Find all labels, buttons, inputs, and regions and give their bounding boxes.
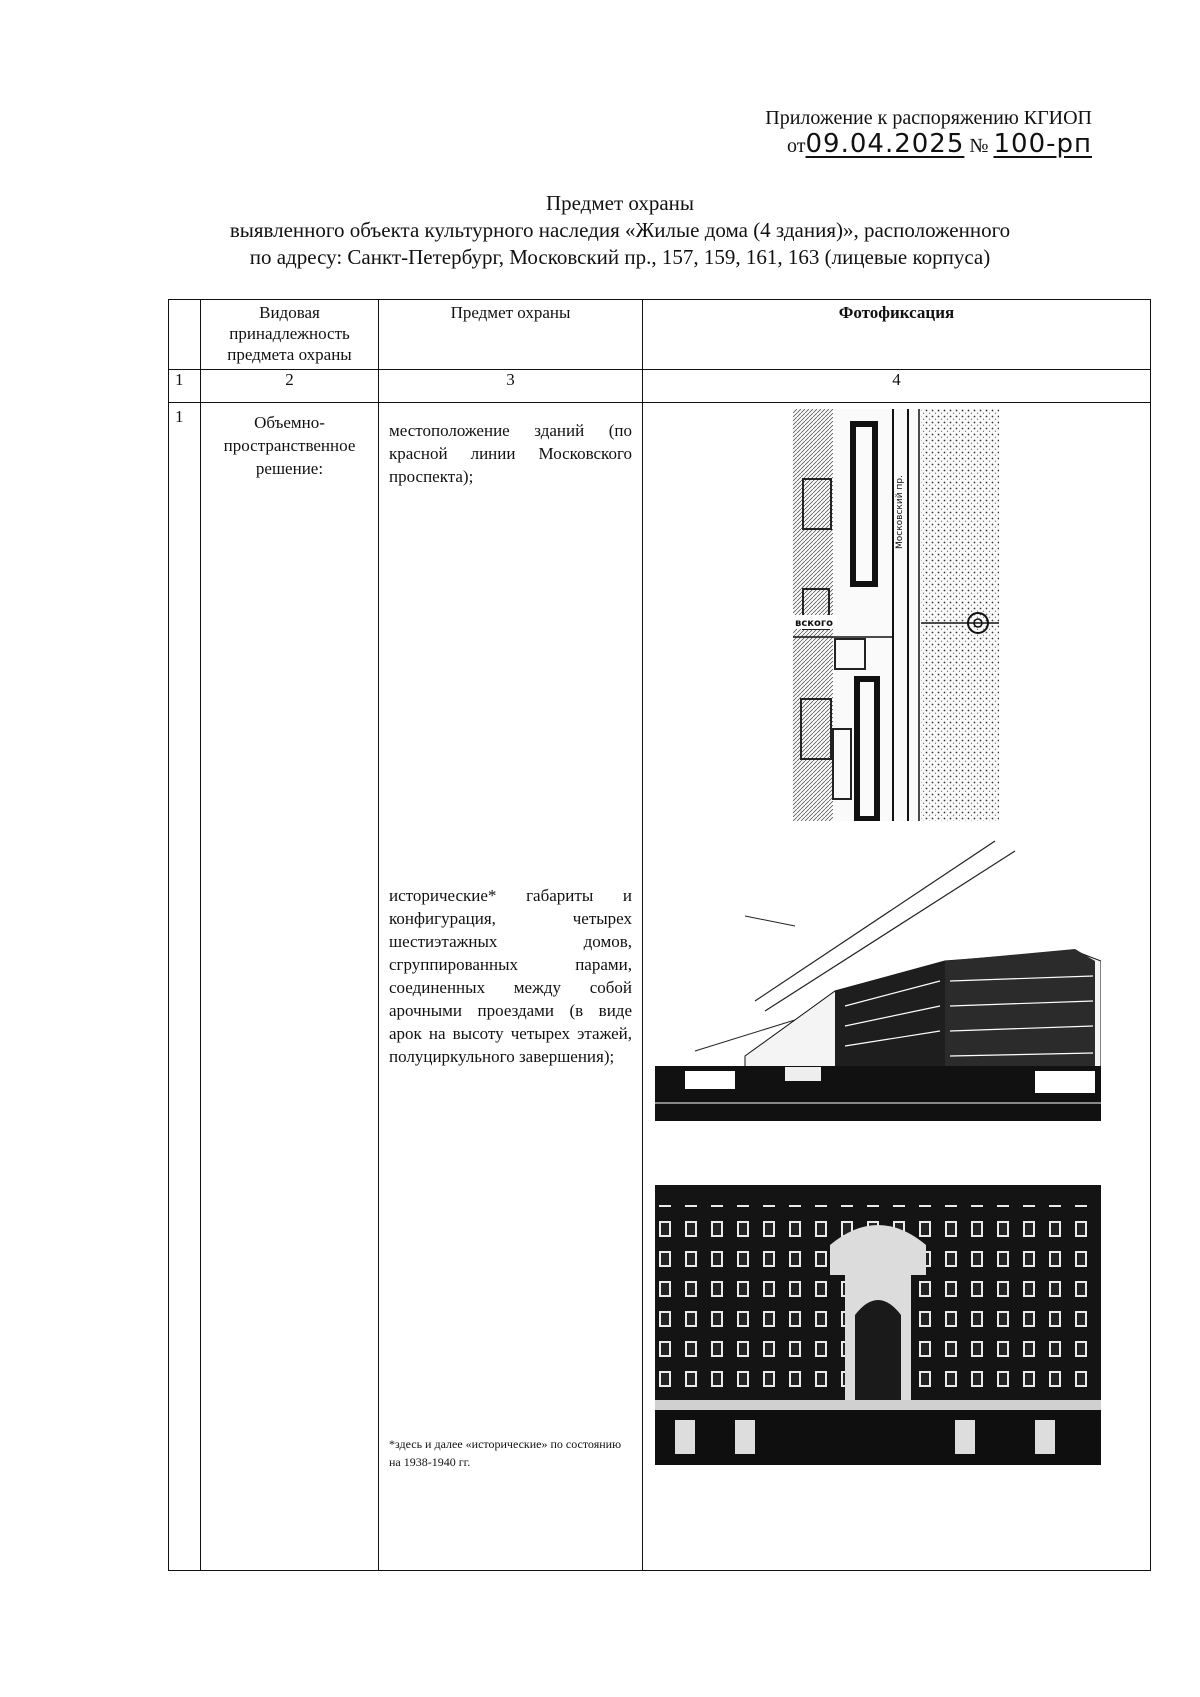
col-number-4: 4	[643, 370, 1151, 403]
map-street-label-side: вского	[795, 618, 834, 629]
row-number: 1	[169, 403, 201, 1571]
title-line-2: выявленного объекта культурного наследия «Жилые дома (4 здания)», расположенного	[229, 218, 1011, 242]
category-text: Объемно-пространственное решение:	[223, 413, 356, 478]
table-row	[169, 403, 1151, 1571]
document-title	[120, 190, 1120, 271]
subject-item-dimensions: исторические* габариты и конфигурация, четырех шестиэтажных домов, сгруппированных парами, соединенных между собой арочными проездами (в виде арок на высоту четырех этажей, полуциркульного завершения);	[389, 886, 632, 1066]
map-street-label: Московский пр.	[895, 475, 905, 549]
arch-facade-photo-image	[655, 1185, 1101, 1465]
col-number-2: 2	[201, 370, 379, 403]
title-line-1: Предмет охраны	[545, 191, 695, 215]
title-line-3: по адресу: Санкт-Петербург, Московский пр., 157, 159, 161, 163 (лицевые корпуса)	[249, 245, 991, 269]
appendix-title: Приложение к распоряжению КГИОП	[765, 107, 1092, 129]
protection-table	[168, 299, 1151, 1571]
col-number-1: 1	[169, 370, 201, 403]
header-cell-category: Видовая принадлежность предмета охраны	[201, 300, 379, 370]
subject-cell	[379, 403, 643, 1571]
subject-item-location: местоположение зданий (по красной линии Московского проспекта);	[389, 421, 632, 486]
order-date: 09.04.2025	[805, 129, 965, 159]
photo-cell	[643, 403, 1151, 1571]
appendix-header	[765, 105, 1092, 171]
from-label: от	[787, 135, 806, 157]
header-row	[169, 300, 1151, 370]
header-cell-subject: Предмет охраны	[379, 300, 643, 370]
header-cell-photo: Фотофиксация	[643, 300, 1151, 370]
number-label: №	[969, 135, 989, 157]
street-photo-image	[655, 821, 1101, 1121]
location-map-image	[793, 409, 999, 827]
appendix-date-number	[765, 131, 1092, 171]
header-cell-num	[169, 300, 201, 370]
column-number-row	[169, 370, 1151, 403]
order-number: 100-рп	[993, 129, 1092, 159]
category-cell	[201, 403, 379, 1571]
col-number-3: 3	[379, 370, 643, 403]
footnote: *здесь и далее «исторические» по состоянию на 1938-1940 гг.	[389, 1437, 622, 1469]
